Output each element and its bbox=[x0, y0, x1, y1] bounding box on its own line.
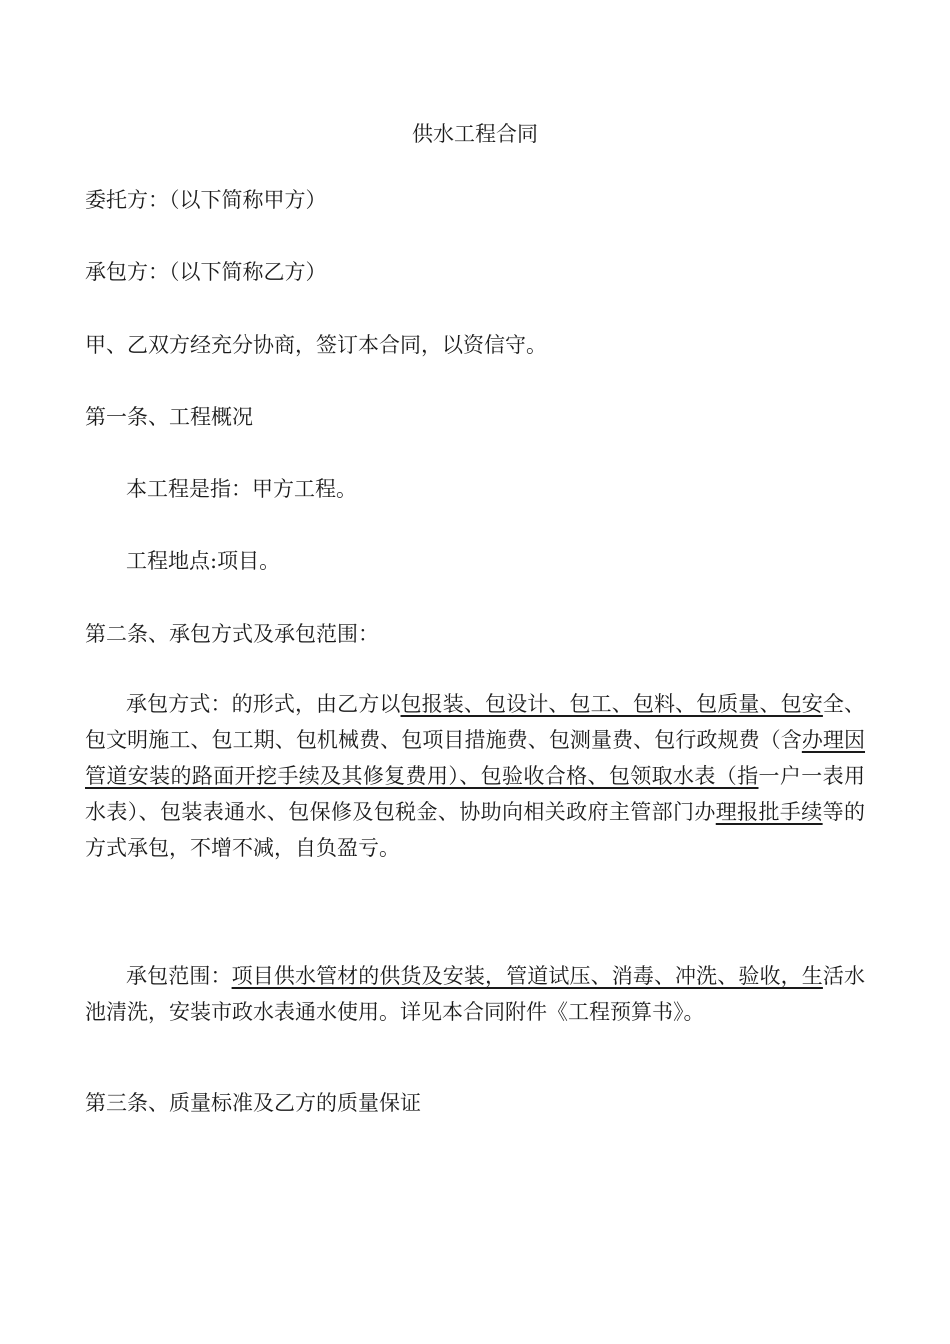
scope-text-2: 活水池清洗，安装市政水表通水使用。详见本合同附件《工程预算书》。 bbox=[85, 964, 866, 1024]
client-line: 委托方：（以下简称甲方） bbox=[85, 188, 327, 212]
mode-underline-1: 包报装、包设计、包工、包料、包质量、包安 bbox=[400, 692, 823, 716]
article-2-heading: 第二条、承包方式及承包范围： bbox=[85, 622, 379, 646]
article-1-heading: 第一条、工程概况 bbox=[85, 405, 253, 429]
mode-underline-2: 办理因管道安装的路面开挖手续及其修复费用）、包验收合格、包领取水表（指 bbox=[85, 728, 866, 788]
preamble-line: 甲、乙双方经充分协商，签订本合同，以资信守。 bbox=[85, 333, 547, 357]
project-line: 本工程是指：甲方工程。 bbox=[126, 477, 357, 501]
contract-mode-paragraph bbox=[85, 686, 865, 866]
scope-underline-1: 项目供水管材的供货及安装，管道试压、消毒、冲洗、验收，生 bbox=[231, 964, 823, 988]
mode-text-3: 一户一表用水表）、包装表通水、包保修及包税金、协助向相关政府主管部门办 bbox=[85, 764, 865, 824]
article-3-heading: 第三条、质量标准及乙方的质量保证 bbox=[85, 1091, 421, 1115]
mode-text-1: 承包方式：的形式，由乙方以 bbox=[126, 692, 401, 716]
mode-text-2: 全、包文明施工、包工期、包机械费、包项目措施费、包测量费、包行政规费（含 bbox=[85, 692, 866, 752]
scope-text-1: 承包范围： bbox=[126, 964, 232, 988]
mode-underline-3: 理报批手续 bbox=[715, 800, 823, 824]
mode-text-4: 等的方式承包，不增不减，自负盈亏。 bbox=[85, 800, 865, 860]
contractor-line: 承包方：（以下简称乙方） bbox=[85, 260, 327, 284]
document-title: 供水工程合同 bbox=[412, 122, 538, 146]
contract-scope-paragraph bbox=[85, 958, 865, 1030]
location-line: 工程地点:项目。 bbox=[126, 549, 281, 573]
